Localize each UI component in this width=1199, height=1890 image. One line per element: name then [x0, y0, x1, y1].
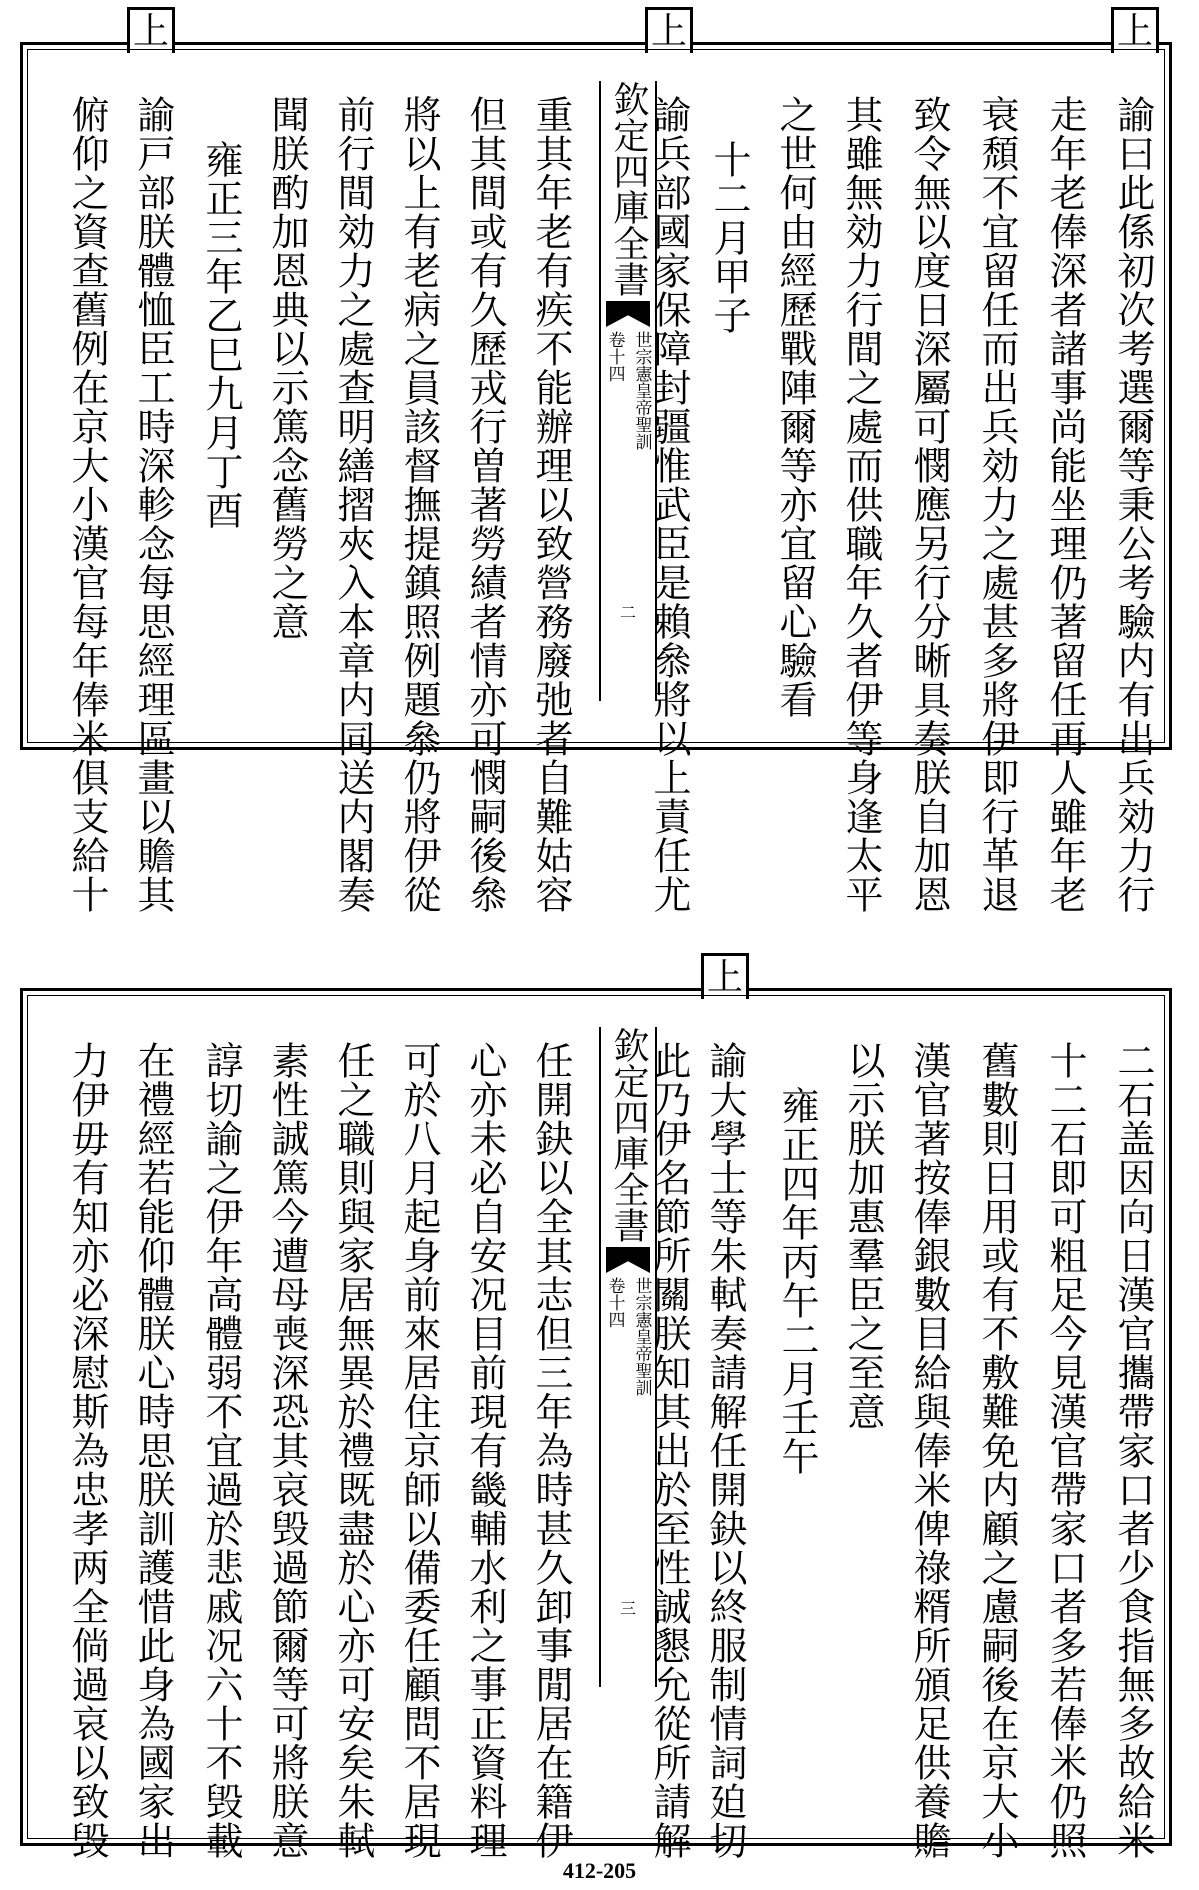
leaf-number: 二	[619, 603, 636, 622]
page-number: 412-205	[562, 1858, 637, 1883]
text-column: 諭曰此係初次考選爾等秉公考驗内有出兵効力行	[1111, 95, 1155, 914]
text-column: 俯仰之資查舊例在京大小漢官每年俸米俱支給十	[65, 95, 109, 914]
text-column: 重其年老有疾不能辦理以致營務廢弛者自難姑容	[529, 95, 573, 914]
top-tab-left: 上	[127, 7, 175, 53]
text-column: 諭大學士等朱軾奏請解任開鈌以終服制情詞廹切	[703, 1041, 747, 1860]
text-column: 諭戸部朕體恤臣工時深軫念每思經理區畫以贍其	[131, 95, 175, 914]
text-column: 但其間或有久歷戎行曽著勞績者情亦可憫嗣後叅	[463, 95, 507, 914]
volume-label: 卷十四	[604, 331, 625, 382]
text-column: 聞朕酌加恩典以示篤念舊勞之意	[265, 95, 309, 641]
text-column: 任之職則與家居無異於禮既盡於心亦可安矣朱軾	[331, 1041, 375, 1860]
text-column: 心亦未必自安况目前現有畿輔水利之事正資料理	[463, 1041, 507, 1860]
text-column: 諭兵部國家保障封疆惟武臣是賴叅將以上責任尤	[647, 95, 691, 914]
text-column: 前行間効力之處查明繕摺夾入本章内同送内閣奏	[331, 95, 375, 914]
book-title: 欽定四庫全書	[608, 81, 649, 297]
text-column: 將以上有老病之員該督撫提鎮照例題叅仍將伊從	[397, 95, 441, 914]
text-column: 力伊毋有知亦必深慰斯為忠孝两全倘過哀以致毁	[65, 1041, 109, 1860]
fish-tail-mark	[606, 301, 650, 327]
section-title: 世宗憲皇帝聖訓	[631, 1277, 652, 1396]
top-page	[20, 11, 1172, 914]
top-tab-right: 上	[1111, 7, 1159, 53]
bottom-page	[20, 957, 1172, 1860]
text-column: 諄切諭之伊年高體弱不宜過於悲戚况六十不毁載	[199, 1041, 243, 1860]
book-title: 欽定四庫全書	[608, 1027, 649, 1243]
text-column: 可於八月起身前來居住京師以備委任顧問不居現	[397, 1041, 441, 1860]
text-column: 其雖無効力行間之處而供職年久者伊等身逢太平	[839, 95, 883, 914]
text-column: 致令無以度日深屬可憫應另行分晰具奏朕自加恩	[907, 95, 951, 914]
text-column: 二石盖因向日漢官攜帶家口者少食指無多故給米	[1111, 1041, 1155, 1860]
date-column: 雍正四年丙午二月壬午	[775, 1086, 819, 1476]
text-column: 漢官著按俸銀數目給與俸米俾祿糈所頒足供養贍	[907, 1041, 951, 1860]
top-tab-center: 上	[645, 7, 693, 53]
text-column: 素性誠篤今遭母喪深恐其哀毁過節爾等可將朕意	[265, 1041, 309, 1860]
text-column: 以示朕加惠羣臣之至意	[841, 1041, 885, 1431]
leaf-number: 三	[619, 1599, 636, 1618]
fish-tail-mark	[606, 1247, 650, 1273]
bottom-tab: 上	[701, 953, 749, 999]
volume-label: 卷十四	[604, 1277, 625, 1328]
text-column: 此乃伊名節所關朕知其出於至性誠懇允從所請解	[647, 1041, 691, 1860]
date-column: 十二月甲子	[707, 140, 751, 335]
text-column: 衰頹不宜留任而出兵効力之處甚多將伊即行革退	[975, 95, 1019, 914]
text-column: 舊數則日用或有不敷難免内顧之慮嗣後在京大小	[975, 1041, 1019, 1860]
text-column: 之世何由經歷戰陣爾等亦宜留心驗看	[773, 95, 817, 719]
section-title: 世宗憲皇帝聖訓	[631, 331, 652, 450]
text-column: 十二石即可粗足今見漢官帶家口者多若俸米仍照	[1043, 1041, 1087, 1860]
text-column: 在禮經若能仰體朕心時思朕訓護惜此身為國家出	[131, 1041, 175, 1860]
text-column: 走年老俸深者諸事尚能坐理仍著留任再人雖年老	[1043, 95, 1087, 914]
text-column: 任開鈌以全其志但三年為時甚久卸事閒居在籍伊	[529, 1041, 573, 1860]
date-column: 雍正三年乙巳九月丁酉	[199, 140, 243, 530]
